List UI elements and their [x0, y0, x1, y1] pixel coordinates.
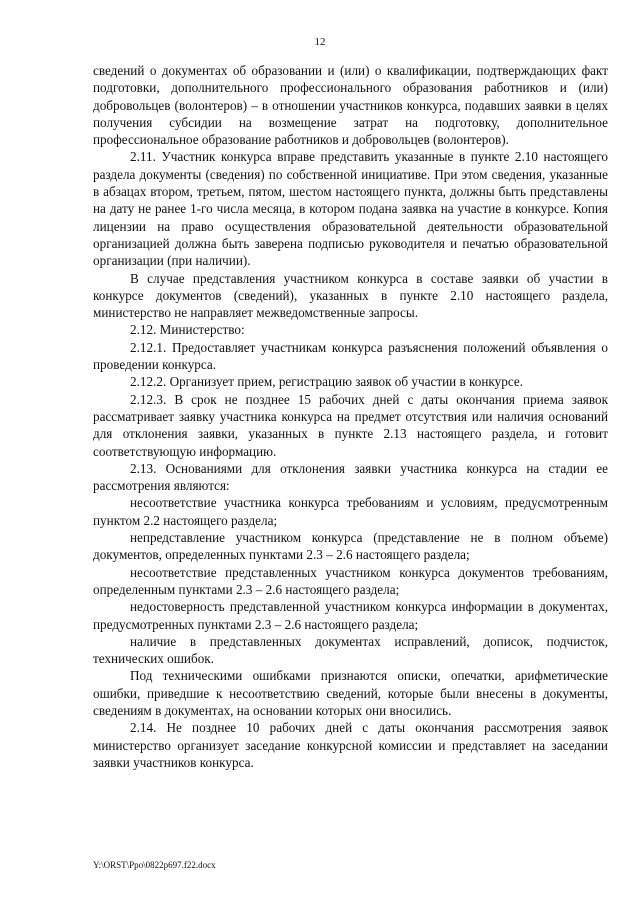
- footer-file-path: Y:\ORST\Ppo\0822p697.f22.docx: [93, 860, 216, 870]
- paragraph-2-11: 2.11. Участник конкурса вправе представить указанные в пункте 2.10 настоящего раздела документы (сведения) по собственной инициативе. При этом сведения, указанные в абзацах втором, третьем, пятом, шестом настоящего пункта, должны быть представлены на дату не ранее 1-го числа месяца, в котором подана заявка на участие в конкурсе. Копия лицензии на право осуществления образовательной деятельности образовательной организацией должна быть заверена подписью руководителя и печатью образовательной организации (при наличии).: [93, 149, 608, 269]
- paragraph-2-12-1: 2.12.1. Предоставляет участникам конкурса разъяснения положений объявления о проведении конкурса.: [93, 339, 608, 373]
- paragraph-2-11-note: В случае представления участником конкурса в составе заявки об участии в конкурсе документов (сведений), указанных в пункте 2.10 настоящего раздела, министерство не направляет межведомственные запросы.: [93, 270, 608, 321]
- page-number: 12: [314, 36, 326, 48]
- list-item-nonsubmission: непредставление участником конкурса (представление не в полном объеме) документов, определенных пунктами 2.3 – 2.6 настоящего раздела;: [93, 530, 608, 563]
- paragraph-1: сведений о документах об образовании и (или) о квалификации, подтверждающих факт подготовки, дополнительного профессионального образования работников и (или) добровольцев (волонтеров) – в отношении участников конкурса, подавших заявки в целях получения субсидии на возмещение затрат на подготовку, дополнительное профессиональное образование работников и добровольцев (волонтеров).: [93, 63, 608, 148]
- paragraph-2-12-3: 2.12.3. В срок не позднее 15 рабочих дней с даты окончания приема заявок рассматривает заявку участника конкурса на предмет отсутствия или наличия оснований для отклонения заявки, указанных в пункте 2.13 настоящего раздела, и готовит соответствующую информацию.: [93, 391, 608, 459]
- paragraph-technical-errors: Под техническими ошибками признаются описки, опечатки, арифметические ошибки, приведшие к несоответствию сведений, которые были внесены в документы, сведениям в документах, на основании которых они вносились.: [93, 668, 608, 718]
- paragraph-2-12: 2.12. Министерство:: [130, 322, 245, 338]
- paragraph-2-12-2: 2.12.2. Организует прием, регистрацию заявок об участии в конкурсе.: [130, 374, 523, 390]
- list-item-noncompliance: несоответствие участника конкурса требованиям и условиям, предусмотренным пунктом 2.2 настоящего раздела;: [93, 495, 608, 528]
- document-body: [93, 62, 608, 771]
- list-item-documents-mismatch: несоответствие представленных участником конкурса документов требованиям, определенным пунктами 2.3 – 2.6 настоящего раздела;: [93, 564, 608, 597]
- list-item-corrections: наличие в представленных документах исправлений, дописок, подчисток, технических ошибок.: [93, 633, 608, 667]
- paragraph-2-14: 2.14. Не позднее 10 рабочих дней с даты окончания рассмотрения заявок министерство организует заседание конкурсной комиссии и представляет на заседании заявки участников конкурса.: [93, 720, 608, 770]
- paragraph-2-13: 2.13. Основаниями для отклонения заявки участника конкурса на стадии ее рассмотрения являются:: [93, 460, 608, 494]
- list-item-unreliable-info: недостоверность представленной участником конкурса информации в документах, предусмотренных пунктами 2.3 – 2.6 настоящего раздела;: [93, 599, 608, 632]
